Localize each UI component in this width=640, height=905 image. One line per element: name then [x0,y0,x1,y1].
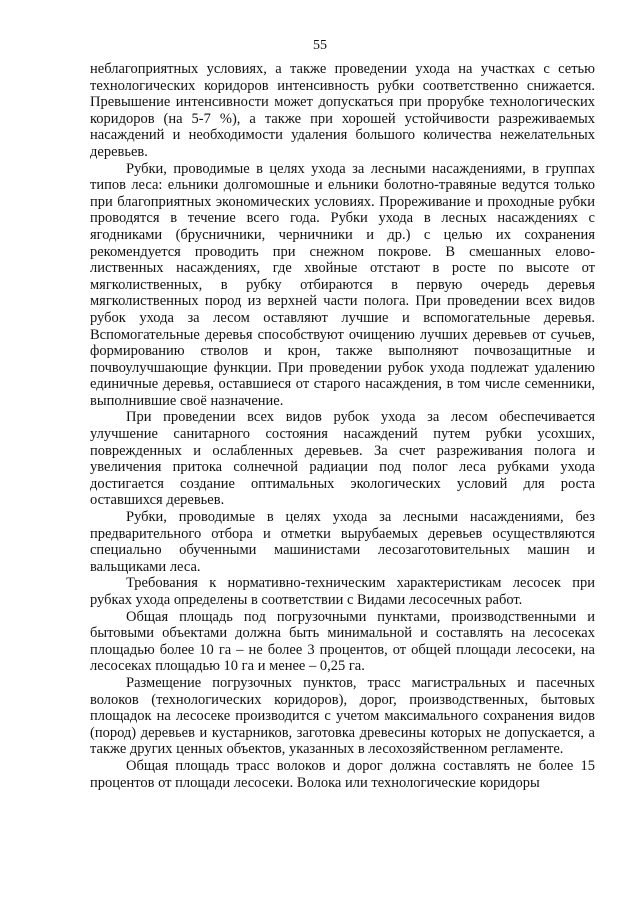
paragraph-1: неблагоприятных условиях, а также проведении ухода на участках с сетью технологических коридоров интенсивность рубки соответственно снижается. Превышение интенсивности может допускаться при прорубке технологических коридоров (на 5-7 %), а также при хорошей устойчивости разреживаемых насаждений и необходимости удаления большого количества нежелательных деревьев. [90,61,595,160]
paragraph-6: Общая площадь под погрузочными пунктами, производственными и бытовыми объектами должна быть минимальной и составлять на лесосеках площадью более 10 га – не более 3 процентов, от общей площади лесосеки, на лесосеках площадью 10 га и менее – 0,25 га. [90,608,595,675]
paragraph-2: Рубки, проводимые в целях ухода за лесными насаждениями, в группах типов леса: ельники долгомошные и ельники болотно-травяные ведутся только при благоприятных экономических условиях. Прореживание и проходные рубки проводятся в течение всего года. Рубки ухода в лесных насаждениях с ягодниками (брусничники, черничники и др.) с целью их сохранения рекомендуется проводить при снежном покрове. В смешанных елово-лиственных насаждениях, где хвойные отстают в росте по высоте от мягколиственных, в рубку отбираются в первую очередь деревья мягколиственных пород из верхней части полога. При проведении всех видов рубок ухода за лесом оставляют лучшие и вспомогательные деревья. Вспомогательные деревья способствуют очищению лучших деревьев от сучьев, формированию стволов и крон, также выполняют почвозащитные и почвоулучшающие функции. При проведении рубок ухода подлежат удалению единичные деревья, оставшиеся от старого насаждения, в том числе семенники, выполнившие своё назначение. [90,160,595,409]
paragraph-8: Общая площадь трасс волоков и дорог должна составлять не более 15 процентов от площади лесосеки. Волока или технологические коридоры [90,757,595,791]
body-text [90,61,595,791]
paragraph-5: Требования к нормативно-техническим характеристикам лесосек при рубках ухода определены в соответствии с Видами лесосечных работ. [90,575,595,608]
paragraph-4: Рубки, проводимые в целях ухода за лесными насаждениями, без предварительного отбора и отметки вырубаемых деревьев осуществляются специально обученными машинистами лесозаготовительных машин и вальщиками леса. [90,509,595,575]
paragraph-3: При проведении всех видов рубок ухода за лесом обеспечивается улучшение санитарного состояния насаждений путем рубки усохших, поврежденных и ослабленных деревьев. За счет разреживания полога и увеличения притока солнечной радиации под полог леса рубками ухода достигается создание оптимальных экологических условий для роста оставшихся деревьев. [90,409,595,509]
page-number: 55 [313,38,327,53]
paragraph-7: Размещение погрузочных пунктов, трасс магистральных и пасечных волоков (технологических коридоров), дорог, производственных, бытовых площадок на лесосеке производится с учетом максимального сохранения видов (пород) деревьев и кустарников, заготовка древесины которых не допускается, а также других ценных объектов, указанных в лесохозяйственном регламенте. [90,674,595,758]
